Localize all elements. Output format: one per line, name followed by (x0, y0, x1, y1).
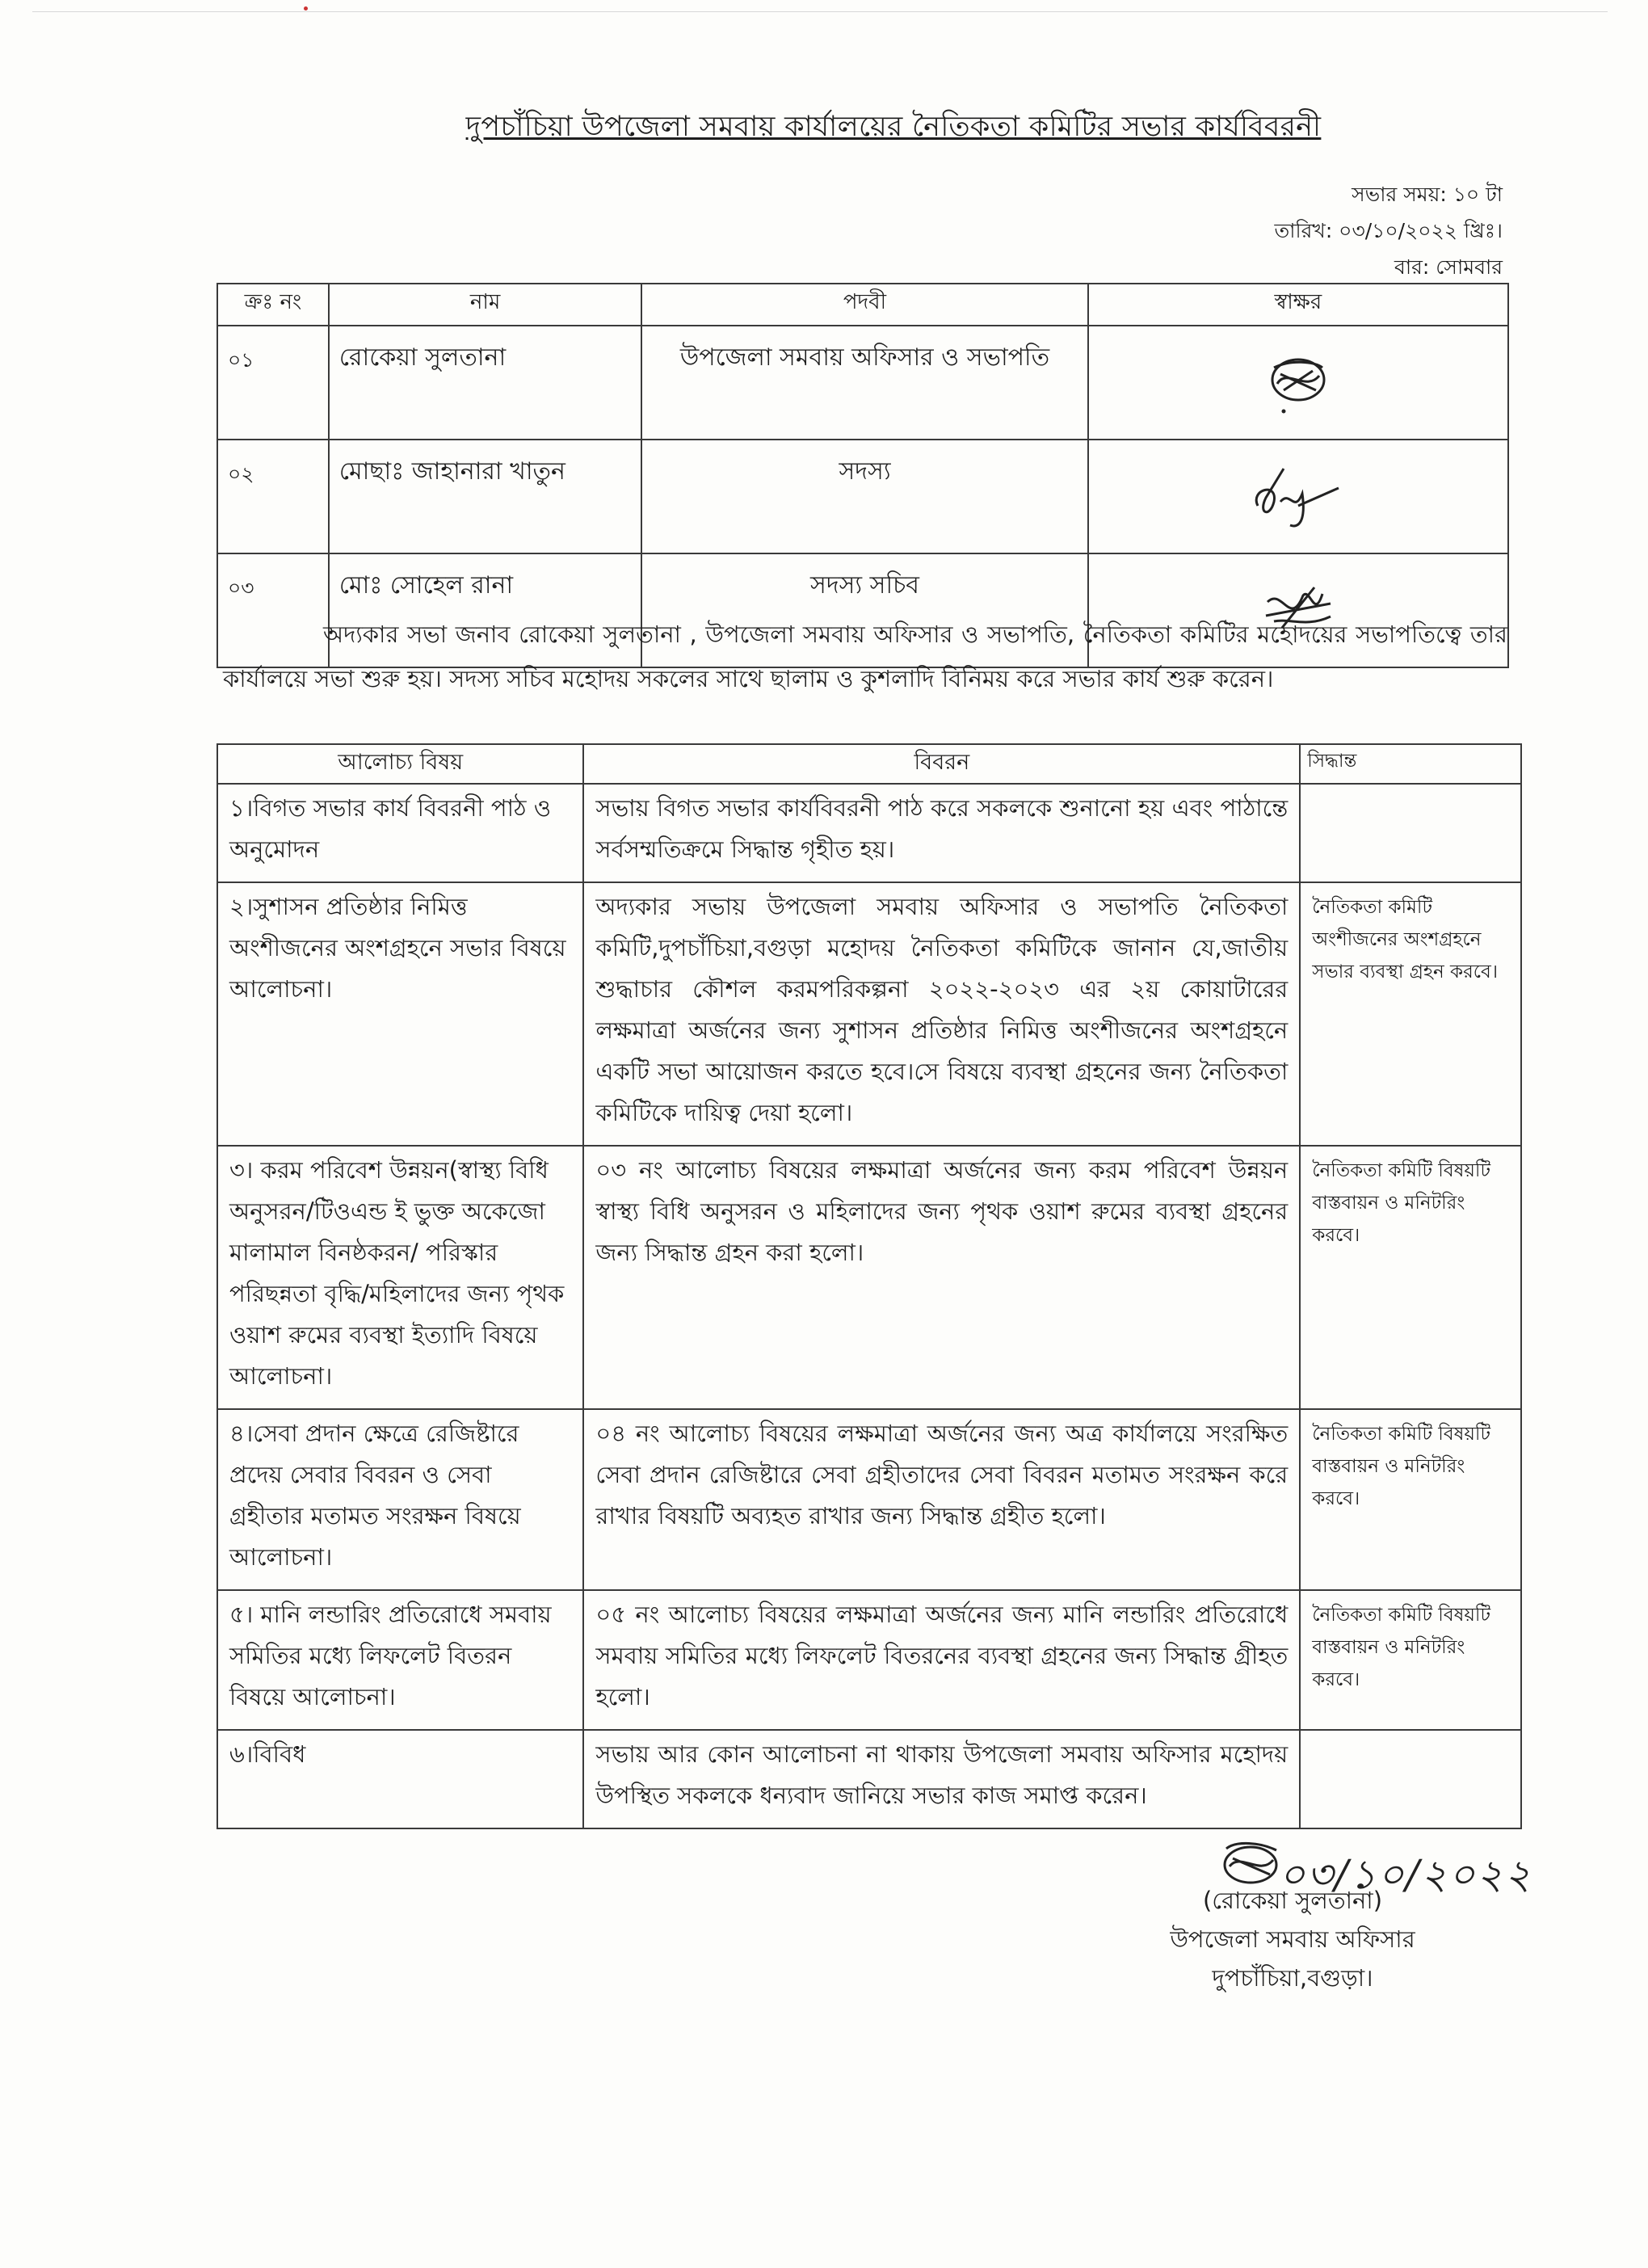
agenda-topic: ৫। মানি লন্ডারিং প্রতিরোধে সমবায় সমিতির মধ্যে লিফলেট বিতরন বিষয়ে আলোচনা। (217, 1590, 583, 1730)
meeting-date: তারিখ: ০৩/১০/২০২২ খ্রিঃ। (1274, 219, 1503, 242)
signature-block (1123, 1881, 1462, 1997)
agenda-decision: নৈতিকতা কমিটি অংশীজনের অংশগ্রহনে সভার ব্যবস্থা গ্রহন করবে। (1300, 882, 1521, 1146)
agenda-description: সভায় আর কোন আলোচনা না থাকায় উপজেলা সমবায় অফিসার মহোদয় উপস্থিত সকলকে ধন্যবাদ জানিয়ে সভার কাজ সমাপ্ত করেন। (583, 1730, 1300, 1828)
signature-scribble-1 (1242, 343, 1355, 416)
agenda-topic: ২।সুশাসন প্রতিষ্ঠার নিমিত্ত অংশীজনের অংশগ্রহনে সভার বিষয়ে আলোচনা। (217, 882, 583, 1146)
signature-scribble-2 (1234, 457, 1363, 530)
agenda-topic: ১।বিগত সভার কার্য বিবরনী পাঠ ও অনুমোদন (217, 784, 583, 882)
header-serial: ক্রঃ নং (217, 284, 329, 326)
agenda-decision: নৈতিকতা কমিটি বিষয়টি বাস্তবায়ন ও মনিটরিং করবে। (1300, 1409, 1521, 1590)
agenda-row (217, 1730, 1521, 1828)
page-top-edge (32, 11, 1608, 12)
agenda-description: ০৫ নং আলোচ্য বিষয়ের লক্ষমাত্রা অর্জনের জন্য মানি লন্ডারিং প্রতিরোধে সমবায় সমিতির মধ্যে লিফলেট বিতরনের ব্যবস্থা গ্রহনের জন্য সিদ্ধান্ত গ্রীহত হলো। (583, 1590, 1300, 1730)
member-designation: উপজেলা সমবায় অফিসার ও সভাপতি (641, 326, 1087, 440)
agenda-row (217, 1409, 1521, 1590)
agenda-topic: ৩। করম পরিবেশ উন্নয়ন(স্বাস্থ্য বিধি অনুসরন/টিওএন্ড ই ভুক্ত অকেজো মালামাল বিনষ্ঠকরন/ পরিস্কার পরিছন্নতা বৃদ্ধি/মহিলাদের জন্য পৃথক ওয়াশ রুমের ব্যবস্থা ইত্যাদি বিষয়ে আলোচনা। (217, 1146, 583, 1409)
handwritten-date: ০৩/১০/২০২২ (1279, 1851, 1532, 1898)
agenda-table (217, 743, 1522, 1829)
header-topic: আলোচ্য বিষয় (217, 744, 583, 784)
agenda-decision: নৈতিকতা কমিটি বিষয়টি বাস্তবায়ন ও মনিটরিং করবে। (1300, 1590, 1521, 1730)
agenda-topic: ৬।বিবিধ (217, 1730, 583, 1828)
officer-location: দুপচাঁচিয়া,বগুড়া। (1212, 1964, 1373, 1992)
agenda-header-row (217, 744, 1521, 784)
agenda-row (217, 1146, 1521, 1409)
member-row (217, 440, 1508, 553)
officer-name: (রোকেয়া সুলতানা) (1202, 1887, 1383, 1914)
agenda-description: ০৩ নং আলোচ্য বিষয়ের লক্ষমাত্রা অর্জনের জন্য করম পরিবেশ উন্নয়ন স্বাস্থ্য বিধি অনুসরন ও মহিলাদের জন্য পৃথক ওয়াশ রুমের ব্যবস্থা গ্রহনের জন্য সিদ্ধান্ত গ্রহন করা হলো। (583, 1146, 1300, 1409)
member-row (217, 326, 1508, 440)
member-signature (1088, 326, 1508, 440)
members-table (217, 283, 1509, 668)
member-designation: সদস্য (641, 440, 1087, 553)
agenda-row (217, 784, 1521, 882)
member-serial: ০১ (217, 326, 329, 440)
agenda-decision (1300, 1730, 1521, 1828)
officer-designation: উপজেলা সমবায় অফিসার (1170, 1925, 1415, 1953)
member-serial: ০৩ (217, 553, 329, 667)
intro-paragraph: অদ্যকার সভা জনাব রোকেয়া সুলতানা , উপজেলা সমবায় অফিসার ও সভাপতি, নৈতিকতা কমিটির মহোদয়ের সভাপতিত্বে তার কার্যালয়ে সভা শুরু হয়। সদস্য সচিব মহোদয় সকলের সাথে ছালাম ও কুশলাদি বিনিময় করে সভার কার্য শুরু করেন। (223, 621, 1507, 692)
agenda-decision: নৈতিকতা কমিটি বিষয়টি বাস্তবায়ন ও মনিটরিং করবে। (1300, 1146, 1521, 1409)
member-signature (1088, 440, 1508, 553)
member-designation: সদস্য সচিব (641, 553, 1087, 667)
meeting-time: সভার সময়: ১০ টা (1352, 183, 1503, 206)
agenda-description: ০৪ নং আলোচ্য বিষয়ের লক্ষমাত্রা অর্জনের জন্য অত্র কার্যালয়ে সংরক্ষিত সেবা প্রদান রেজিষ্টারে সেবা গ্রহীতাদের সেবা বিবরন মতামত সংরক্ষন করে রাখার বিষয়টি অব্যহত রাখার জন্য সিদ্ধান্ত গ্রহীত হলো। (583, 1409, 1300, 1590)
ink-speck (304, 6, 308, 11)
agenda-description: সভায় বিগত সভার কার্যবিবরনী পাঠ করে সকলকে শুনানো হয় এবং পাঠান্তে সর্বসম্মতিক্রমে সিদ্ধান্ত গৃহীত হয়। (583, 784, 1300, 882)
member-name: মোছাঃ জাহানারা খাতুন (329, 440, 642, 553)
agenda-description: অদ্যকার সভায় উপজেলা সমবায় অফিসার ও সভাপতি নৈতিকতা কমিটি,দুপচাঁচিয়া,বগুড়া মহোদয় নৈতিকতা কমিটিকে জানান যে,জাতীয় শুদ্ধাচার কৌশল করমপরিকল্পনা ২০২২-২০২৩ এর ২য় কোয়াটারের লক্ষমাত্রা অর্জনের জন্য সুশাসন প্রতিষ্ঠার নিমিত্ত অংশীজনের অংশগ্রহনে একটি সভা আয়োজন করতে হবে।সে বিষয়ে ব্যবস্থা গ্রহনের জন্য নৈতিকতা কমিটিকে দায়িত্ব দেয়া হলো। (583, 882, 1300, 1146)
member-serial: ০২ (217, 440, 329, 553)
header-decision: সিদ্ধান্ত (1300, 744, 1521, 784)
agenda-row (217, 882, 1521, 1146)
meeting-day: বার: সোমবার (1394, 255, 1503, 279)
agenda-row (217, 1590, 1521, 1730)
document-title: দুপচাঁচিয়া উপজেলা সমবায় কার্যালয়ের নৈতিকতা কমিটির সভার কার্যবিবরনী (465, 111, 1322, 143)
member-name: মোঃ সোহেল রানা (329, 553, 642, 667)
header-name: নাম (329, 284, 642, 326)
header-designation: পদবী (641, 284, 1087, 326)
meeting-meta (1274, 176, 1503, 285)
header-signature: স্বাক্ষর (1088, 284, 1508, 326)
header-description: বিবরন (583, 744, 1300, 784)
member-name: রোকেয়া সুলতানা (329, 326, 642, 440)
agenda-decision (1300, 784, 1521, 882)
members-header-row (217, 284, 1508, 326)
agenda-topic: ৪।সেবা প্রদান ক্ষেত্রে রেজিষ্টারে প্রদেয় সেবার বিবরন ও সেবা গ্রহীতার মতামত সংরক্ষন বিষয়ে আলোচনা। (217, 1409, 583, 1590)
